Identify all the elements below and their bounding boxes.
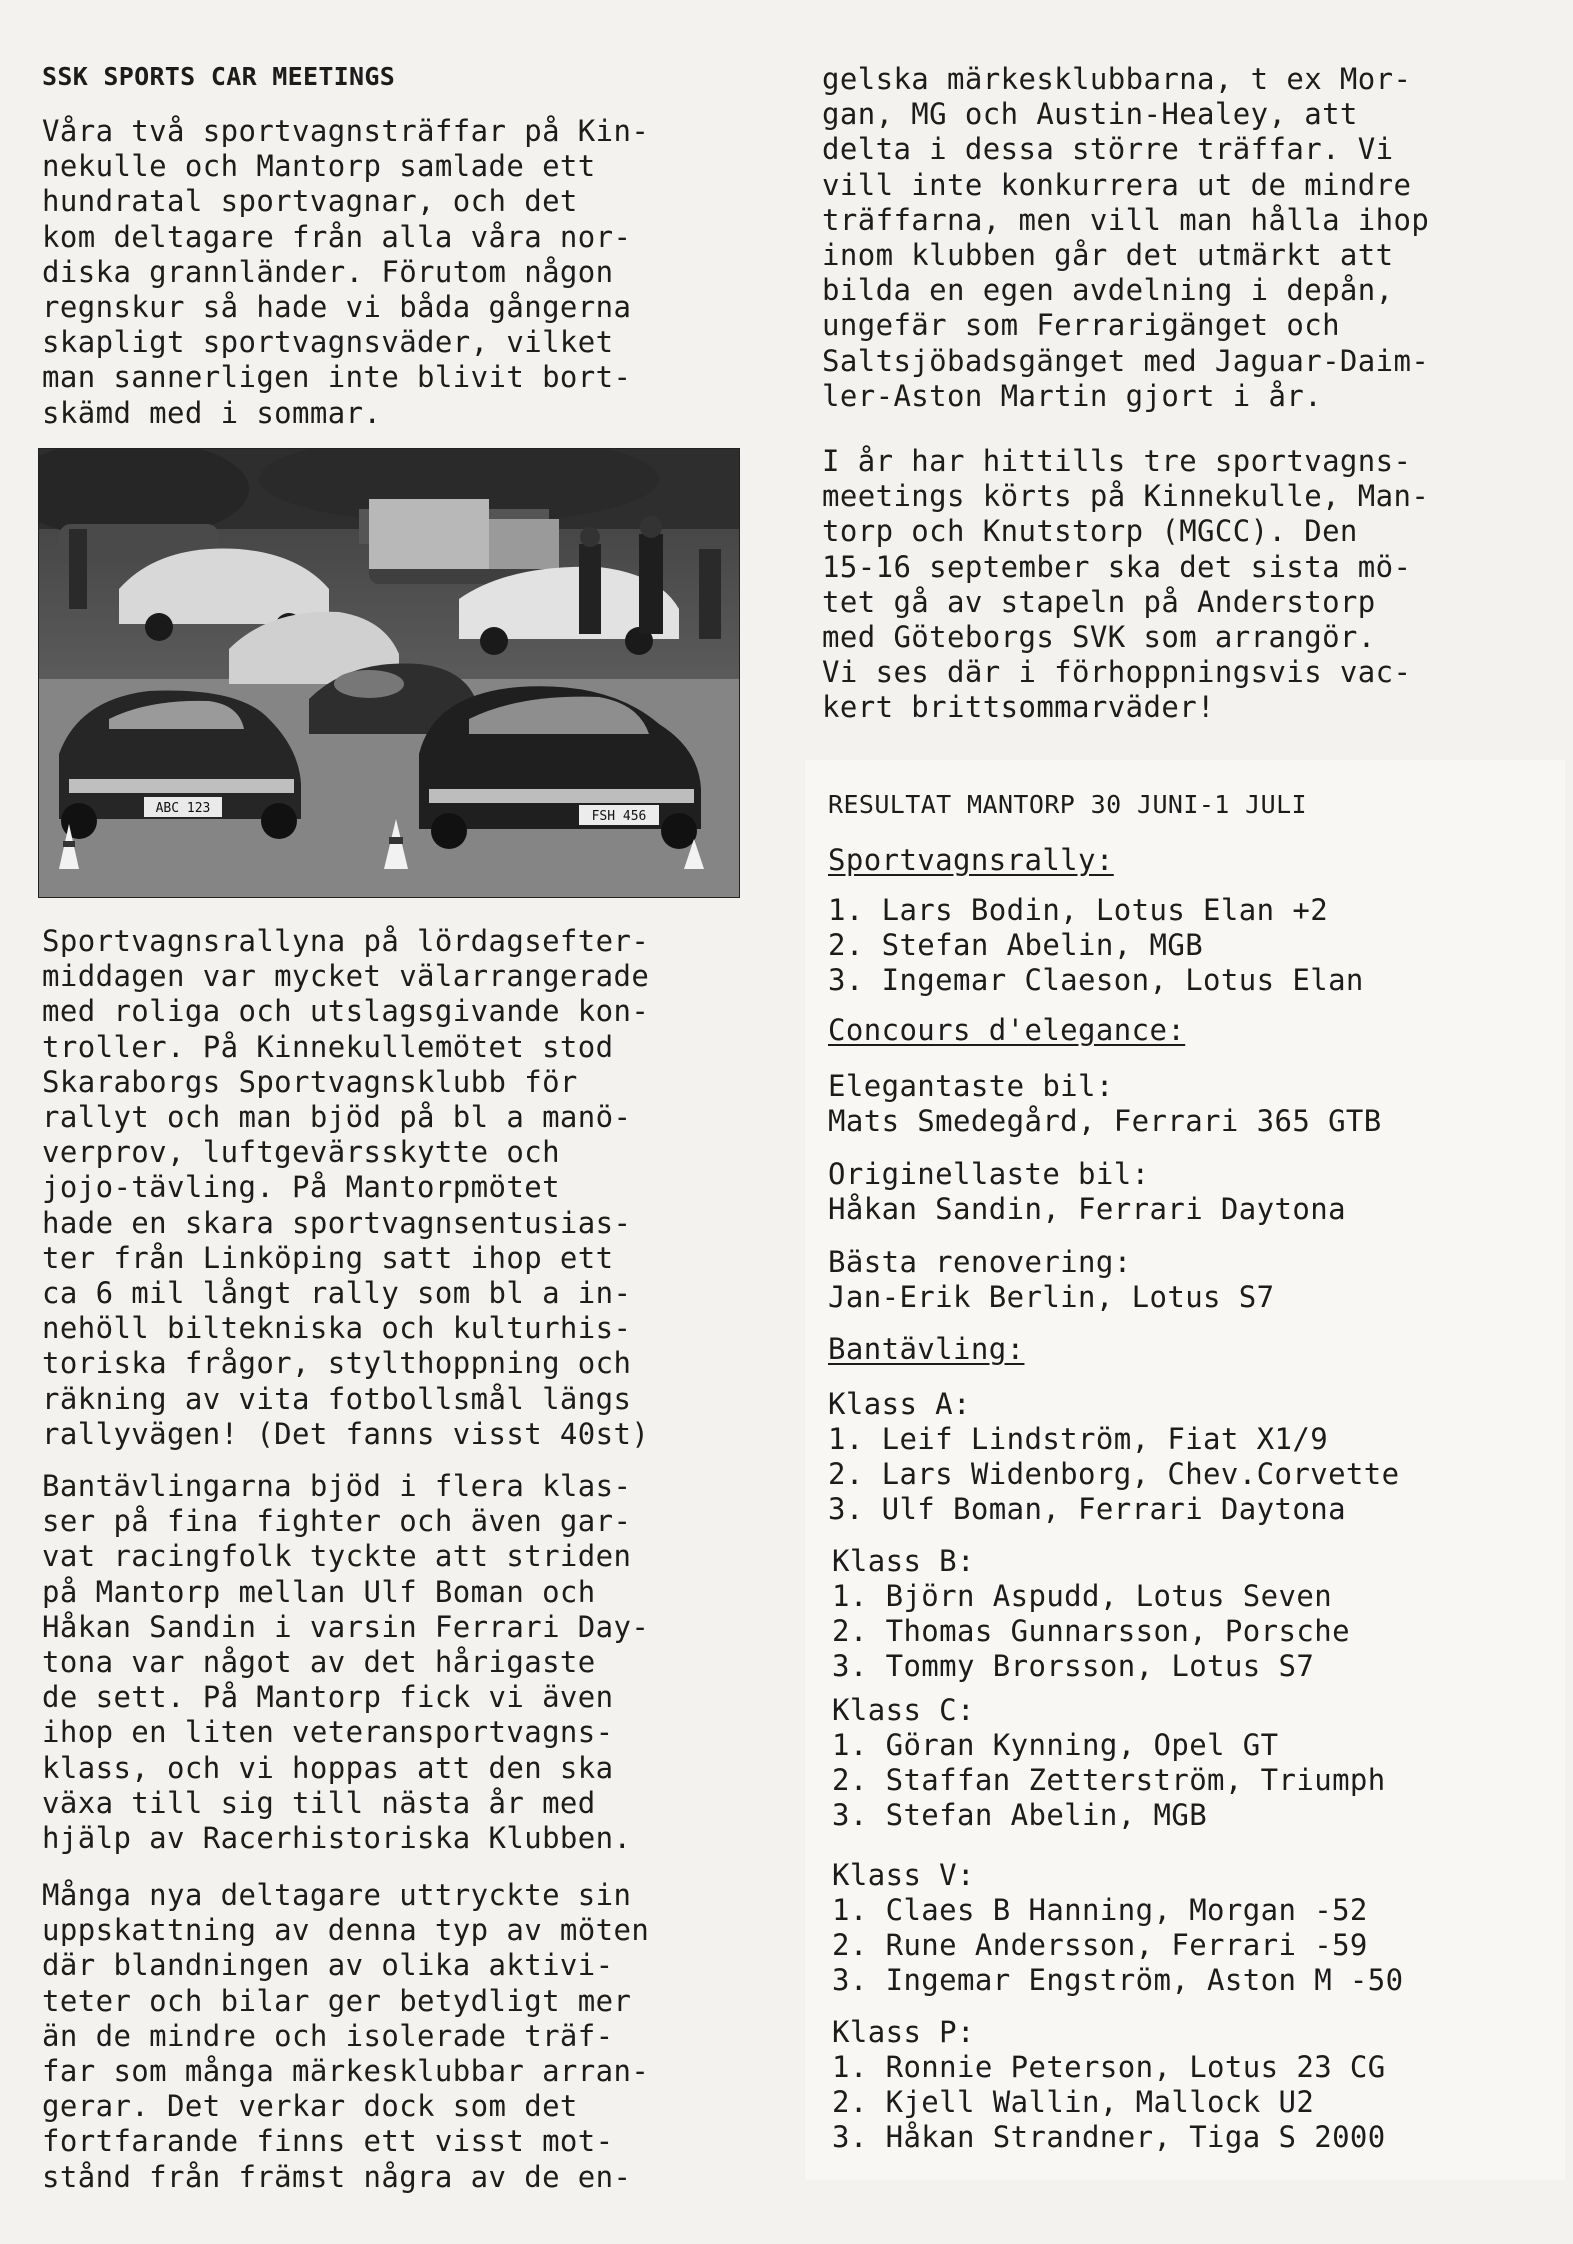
elegant-label: Elegantaste bil:: [828, 1069, 1114, 1103]
result-line: 1. Göran Kynning, Opel GT: [832, 1728, 1279, 1762]
result-line: 1. Ronnie Peterson, Lotus 23 CG: [832, 2050, 1386, 2084]
class-label: Klass V:: [832, 1858, 975, 1892]
results-section: [805, 760, 1565, 2180]
participants-paragraph: Många nya deltagare uttryckte sin uppskattning av denna typ av möten där blandningen av olika aktivi- teter och bilar ger betydligt mer än de mindre och isolerade träf- far som många märkesklubbar arran- gerar. Det verkar dock som det fortfarande finns ett visst mot- stånd från främst några av de en-: [42, 1878, 650, 2194]
intro-paragraph: Våra två sportvagnsträffar på Kin- nekulle och Mantorp samlade ett hundratal sportvagnar, och det kom deltagare från alla våra nor- diska grannländer. Förutom någon regnskur så hade vi båda gångerna skapligt sportvagnsväder, vilket man sannerligen inte blivit bort- skämd med i sommar.: [42, 114, 650, 430]
rally-heading: Sportvagnsrally:: [828, 843, 1114, 877]
class-label: Klass P:: [832, 2015, 975, 2049]
sports-cars-photo: [38, 448, 740, 898]
rally-paragraph: Sportvagnsrallyna på lördagsefter- middagen var mycket välarrangerade med roliga och utslagsgivande kon- troller. På Kinnekullemötet stod Skaraborgs Sportvagnsklubb för rallyt och man bjöd på bl a manö- verprov, luftgevärsskytte och jojo-tävling. På Mantorpmötet hade en skara sportvagnsentusias- ter från Linköping satt ihop ett ca 6 mil långt rally som bl a in- nehöll biltekniska och kulturhis- toriska frågor, stylthoppning och räkning av vita fotbollsmål längs rallyvägen! (Det fanns visst 40st): [42, 924, 650, 1451]
concours-heading: Concours d'elegance:: [828, 1013, 1186, 1047]
clubs-paragraph: gelska märkesklubbarna, t ex Mor- gan, MG och Austin-Healey, att delta i dessa större träffar. Vi vill inte konkurrera ut de mindre träffarna, men vill man hålla ihop inom klubben går det utmärkt att bilda en egen avdelning i depån, ungefär som Ferrarigänget och Saltsjöbadsgänget med Jaguar-Daim- ler-Aston Martin gjort i år.: [822, 62, 1430, 413]
class-label: Klass A:: [828, 1387, 971, 1421]
photo-illustration: [39, 449, 739, 897]
result-line: 1. Claes B Hanning, Morgan -52: [832, 1893, 1368, 1927]
result-line: 1. Lars Bodin, Lotus Elan +2: [828, 893, 1329, 927]
result-line: 2. Lars Widenborg, Chev.Corvette: [828, 1457, 1400, 1491]
result-line: 1. Leif Lindström, Fiat X1/9: [828, 1422, 1329, 1456]
track-paragraph: Bantävlingarna bjöd i flera klas- ser på fina fighter och även gar- vat racingfolk tyckte att striden på Mantorp mellan Ulf Boman och Håkan Sandin i varsin Ferrari Day- tona var något av det hårigaste de sett. På Mantorp fick vi även ihop en liten veteransportvagns- klass, och vi hoppas att den ska växa till sig till nästa år med hjälp av Racerhistoriska Klubben.: [42, 1469, 650, 1856]
result-line: 3. Stefan Abelin, MGB: [832, 1798, 1208, 1832]
results-title: RESULTAT MANTORP 30 JUNI-1 JULI: [828, 790, 1307, 819]
result-line: 3. Ingemar Engström, Aston M -50: [832, 1963, 1404, 1997]
track-heading: Bantävling:: [828, 1332, 1025, 1366]
original-value: Håkan Sandin, Ferrari Daytona: [828, 1192, 1346, 1226]
renovation-label: Bästa renovering:: [828, 1245, 1132, 1279]
class-label: Klass B:: [832, 1544, 975, 1578]
result-line: 3. Tommy Brorsson, Lotus S7: [832, 1649, 1315, 1683]
article-heading: SSK SPORTS CAR MEETINGS: [42, 62, 396, 91]
renovation-value: Jan-Erik Berlin, Lotus S7: [828, 1280, 1275, 1314]
elegant-value: Mats Smedegård, Ferrari 365 GTB: [828, 1104, 1382, 1138]
result-line: 2. Kjell Wallin, Mallock U2: [832, 2085, 1315, 2119]
result-line: 2. Staffan Zetterström, Triumph: [832, 1763, 1386, 1797]
class-label: Klass C:: [832, 1693, 975, 1727]
result-line: 3. Håkan Strandner, Tiga S 2000: [832, 2120, 1386, 2154]
result-line: 2. Rune Andersson, Ferrari -59: [832, 1928, 1368, 1962]
result-line: 1. Björn Aspudd, Lotus Seven: [832, 1579, 1333, 1613]
original-label: Originellaste bil:: [828, 1157, 1150, 1191]
meetings-paragraph: I år har hittills tre sportvagns- meetings körts på Kinnekulle, Man- torp och Knutstorp (MGCC). Den 15-16 september ska det sista mö- tet gå av stapeln på Anderstorp med Göteborgs SVK som arrangör. Vi ses där i förhoppningsvis vac- kert brittsommarväder!: [822, 444, 1430, 725]
plate-left: ABC 123: [155, 801, 211, 816]
plate-right: FSH 456: [591, 809, 647, 824]
result-line: 3. Ingemar Claeson, Lotus Elan: [828, 963, 1364, 997]
result-line: 3. Ulf Boman, Ferrari Daytona: [828, 1492, 1346, 1526]
result-line: 2. Thomas Gunnarsson, Porsche: [832, 1614, 1350, 1648]
result-line: 2. Stefan Abelin, MGB: [828, 928, 1204, 962]
